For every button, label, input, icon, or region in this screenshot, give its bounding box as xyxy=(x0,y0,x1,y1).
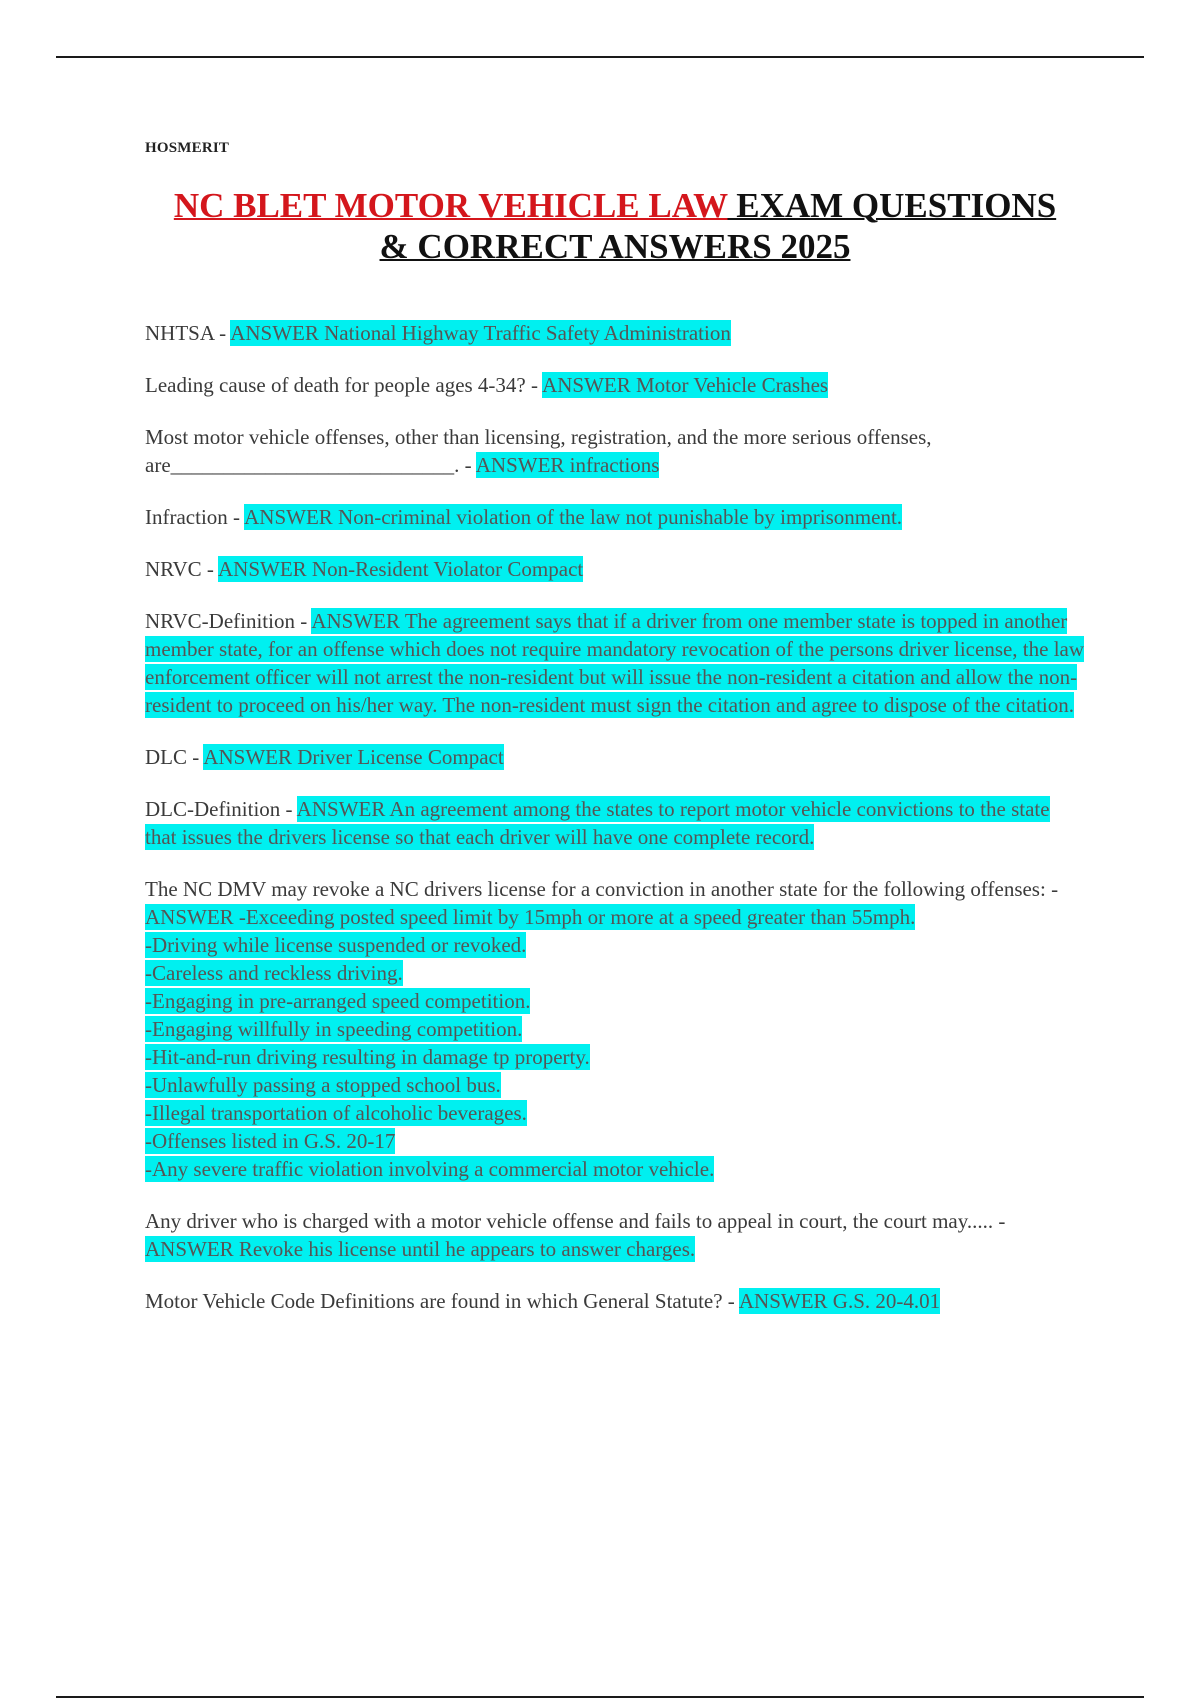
answer-highlight: ANSWER Motor Vehicle Crashes xyxy=(542,373,829,397)
qa-item-dlc-definition xyxy=(145,795,1085,851)
answer-highlight: ANSWER G.S. 20-4.01 xyxy=(738,1289,941,1313)
offense-list-item: -Engaging in pre-arranged speed competition. xyxy=(145,989,531,1013)
question-text: Most motor vehicle offenses, other than licensing, registration, and the more serious offenses, are___________________________. - xyxy=(145,425,932,477)
answer-highlight: ANSWER National Highway Traffic Safety Administration xyxy=(230,321,731,345)
question-text: DLC-Definition - xyxy=(145,797,297,821)
title-black-part-2: & CORRECT ANSWERS 2025 xyxy=(379,227,851,266)
offense-list-item: -Any severe traffic violation involving a commercial motor vehicle. xyxy=(145,1157,715,1181)
answer-highlight: ANSWER Revoke his license until he appears to answer charges. xyxy=(145,1237,696,1261)
question-text: The NC DMV may revoke a NC drivers license for a conviction in another state for the following offenses: - xyxy=(145,877,1059,901)
question-text: Any driver who is charged with a motor vehicle offense and fails to appeal in court, the court may..... - xyxy=(145,1209,1006,1233)
qa-item-nrvc xyxy=(145,555,1085,583)
document-body xyxy=(145,140,1085,1315)
answer-highlight: ANSWER The agreement says that if a driver from one member state is topped in another member state, for an offense which does not require mandatory revocation of the persons driver license, the law enforcement officer will not arrest the non-resident but will issue the non-resident a citation and allow the non-resident to proceed on his/her way. The non-resident must sign the citation and agree to dispose of the citation. xyxy=(145,609,1085,717)
offense-list-item: -Driving while license suspended or revoked. xyxy=(145,933,527,957)
qa-item-offenses xyxy=(145,423,1085,479)
qa-item-dmv-revoke xyxy=(145,875,1085,1183)
qa-item-nrvc-definition xyxy=(145,607,1085,719)
question-text: Motor Vehicle Code Definitions are found in which General Statute? - xyxy=(145,1289,739,1313)
question-text: Infraction - xyxy=(145,505,245,529)
question-text: Leading cause of death for people ages 4-34? - xyxy=(145,373,543,397)
offense-list-item: -Careless and reckless driving. xyxy=(145,961,403,985)
answer-highlight: ANSWER An agreement among the states to report motor vehicle convictions to the state that issues the drivers license so that each driver will have one complete record. xyxy=(145,797,1050,849)
answer-highlight: ANSWER infractions xyxy=(475,453,660,477)
qa-item-leading-cause xyxy=(145,371,1085,399)
offense-list-item: -Hit-and-run driving resulting in damage tp property. xyxy=(145,1045,590,1069)
brand-label: HOSMERIT xyxy=(145,140,230,156)
offense-list-item: -Illegal transportation of alcoholic beverages. xyxy=(145,1101,527,1125)
qa-item-fails-to-appeal xyxy=(145,1207,1085,1263)
offense-list-item: -Engaging willfully in speeding competition. xyxy=(145,1017,523,1041)
answer-highlight: ANSWER -Exceeding posted speed limit by 15mph or more at a speed greater than 55mph. xyxy=(145,905,916,929)
answer-highlight: ANSWER Driver License Compact xyxy=(203,745,504,769)
title-red-part: NC BLET MOTOR VEHICLE LAW xyxy=(173,186,728,225)
answer-highlight: ANSWER Non-Resident Violator Compact xyxy=(218,557,584,581)
question-text: NRVC-Definition - xyxy=(145,609,312,633)
question-text: NRVC - xyxy=(145,557,218,581)
offense-list-item: -Unlawfully passing a stopped school bus. xyxy=(145,1073,501,1097)
offense-list-item: -Offenses listed in G.S. 20-17 xyxy=(145,1129,396,1153)
document-title xyxy=(145,185,1085,267)
title-black-part-1: EXAM QUESTIONS xyxy=(727,186,1057,225)
qa-item-general-statute xyxy=(145,1287,1085,1315)
qa-item-nhtsa xyxy=(145,319,1085,347)
answer-highlight: ANSWER Non-criminal violation of the law not punishable by imprisonment. xyxy=(244,505,903,529)
question-text: NHTSA - xyxy=(145,321,231,345)
bottom-rule xyxy=(56,1696,1144,1698)
top-rule xyxy=(56,56,1144,58)
qa-item-dlc xyxy=(145,743,1085,771)
qa-item-infraction xyxy=(145,503,1085,531)
question-text: DLC - xyxy=(145,745,204,769)
